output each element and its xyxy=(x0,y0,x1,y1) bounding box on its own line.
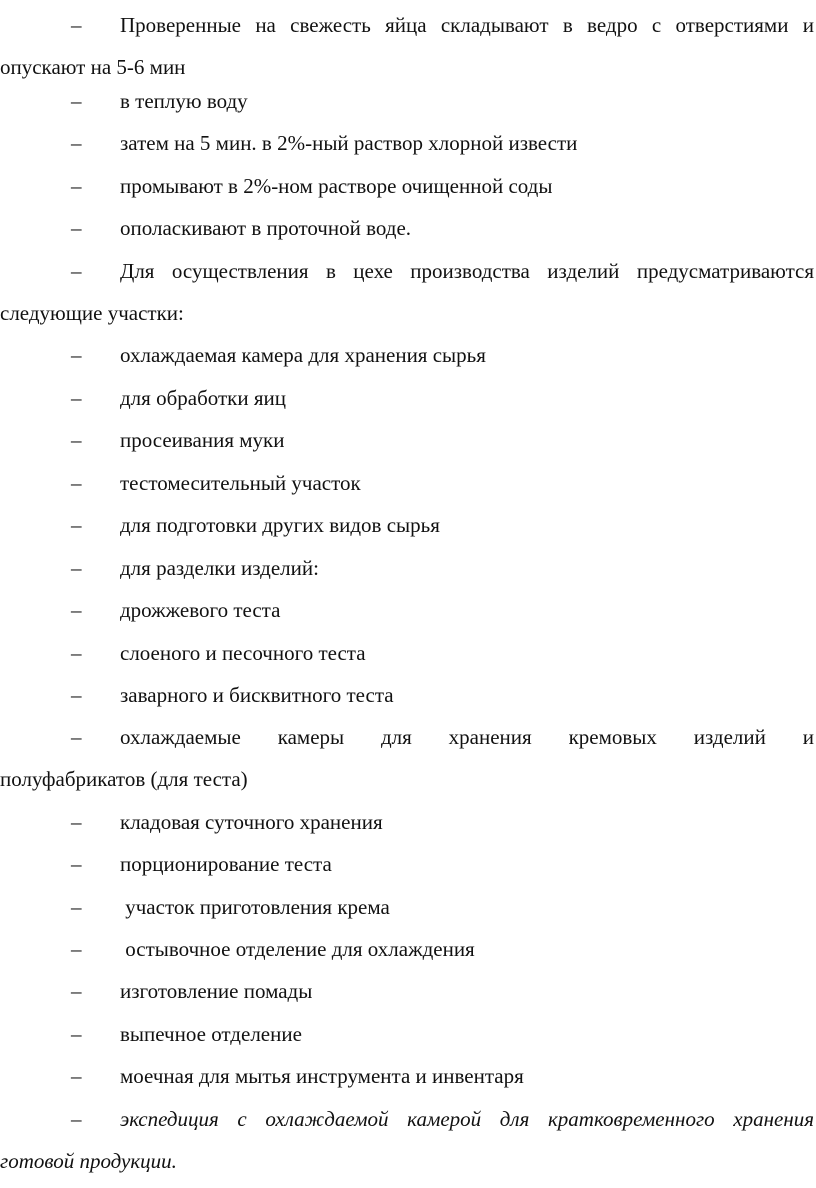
list-dash: – xyxy=(71,1064,82,1088)
list-item-text: слоеного и песочного теста xyxy=(120,641,366,665)
list-item-continuation: следующие участки: xyxy=(0,301,184,325)
list-item-text: просеивания муки xyxy=(120,428,285,452)
list-item xyxy=(0,589,814,631)
list-item xyxy=(0,547,814,589)
list-item xyxy=(0,674,814,716)
list-dash: – xyxy=(71,89,82,113)
list-item xyxy=(0,4,814,88)
list-item-text: Для осуществления в цехе производства изделий предусматриваются xyxy=(120,259,814,283)
list-dash: – xyxy=(71,810,82,834)
list-dash: – xyxy=(71,895,82,919)
list-dash: – xyxy=(71,513,82,537)
list-item xyxy=(0,462,814,504)
list-item-text: для обработки яиц xyxy=(120,386,286,410)
list-item-text: порционирование теста xyxy=(120,852,332,876)
list-dash: – xyxy=(71,343,82,367)
list-item xyxy=(0,970,814,1012)
list-item-text: экспедиция с охлаждаемой камерой для кратковременного хранения xyxy=(120,1107,814,1131)
list-item-text: ополаскивают в проточной воде. xyxy=(120,216,412,240)
list-item xyxy=(0,716,814,800)
list-dash: – xyxy=(71,428,82,452)
list-dash: – xyxy=(71,641,82,665)
list-item xyxy=(0,122,814,164)
list-item xyxy=(0,334,814,376)
list-item-text: затем на 5 мин. в 2%-ный раствор хлорной извести xyxy=(120,131,578,155)
list-item xyxy=(0,165,814,207)
list-item xyxy=(0,843,814,885)
list-dash: – xyxy=(71,937,82,961)
list-dash: – xyxy=(71,13,82,37)
list-item-continuation: полуфабрикатов (для теста) xyxy=(0,767,248,791)
list-dash: – xyxy=(71,471,82,495)
list-item-text: моечная для мытья инструмента и инвентаря xyxy=(120,1064,524,1088)
list-item-text: в теплую воду xyxy=(120,89,248,113)
list-item-text: промывают в 2%-ном растворе очищенной соды xyxy=(120,174,553,198)
list-item xyxy=(0,801,814,843)
list-item xyxy=(0,250,814,334)
list-item xyxy=(0,632,814,674)
list-item-text: для разделки изделий: xyxy=(120,556,319,580)
list-dash: – xyxy=(71,979,82,1003)
list-dash: – xyxy=(71,556,82,580)
list-item-text: остывочное отделение для охлаждения xyxy=(120,937,475,961)
list-item xyxy=(0,1055,814,1097)
list-item-text: выпечное отделение xyxy=(120,1022,302,1046)
list-item-text: дрожжевого теста xyxy=(120,598,281,622)
list-item xyxy=(0,928,814,970)
list-dash: – xyxy=(71,1022,82,1046)
list-item-text: участок приготовления крема xyxy=(120,895,390,919)
list-dash: – xyxy=(71,725,82,749)
list-dash: – xyxy=(71,174,82,198)
list-item-text: охлаждаемые камеры для хранения кремовых изделий и xyxy=(120,725,814,749)
list-item xyxy=(0,1098,814,1182)
list-item-text: Проверенные на свежесть яйца складывают в ведро с отверстиями и xyxy=(120,13,814,37)
list-item xyxy=(0,886,814,928)
list-item-text: заварного и бисквитного теста xyxy=(120,683,394,707)
list-dash: – xyxy=(71,259,82,283)
list-item-continuation: готовой продукции. xyxy=(0,1149,177,1173)
list-item xyxy=(0,377,814,419)
list-item-text: тестомесительный участок xyxy=(120,471,361,495)
list-dash: – xyxy=(71,683,82,707)
list-dash: – xyxy=(71,598,82,622)
list-item-text: кладовая суточного хранения xyxy=(120,810,383,834)
list-item xyxy=(0,80,814,122)
list-item-continuation: опускают на 5-6 мин xyxy=(0,55,186,79)
list-item-text: охлаждаемая камера для хранения сырья xyxy=(120,343,486,367)
list-item xyxy=(0,1013,814,1055)
list-item xyxy=(0,419,814,461)
list-dash: – xyxy=(71,1107,82,1131)
list-item-text: изготовление помады xyxy=(120,979,313,1003)
list-item xyxy=(0,207,814,249)
list-dash: – xyxy=(71,131,82,155)
list-dash: – xyxy=(71,386,82,410)
list-dash: – xyxy=(71,216,82,240)
list-item xyxy=(0,504,814,546)
list-item-text: для подготовки других видов сырья xyxy=(120,513,440,537)
list-dash: – xyxy=(71,852,82,876)
